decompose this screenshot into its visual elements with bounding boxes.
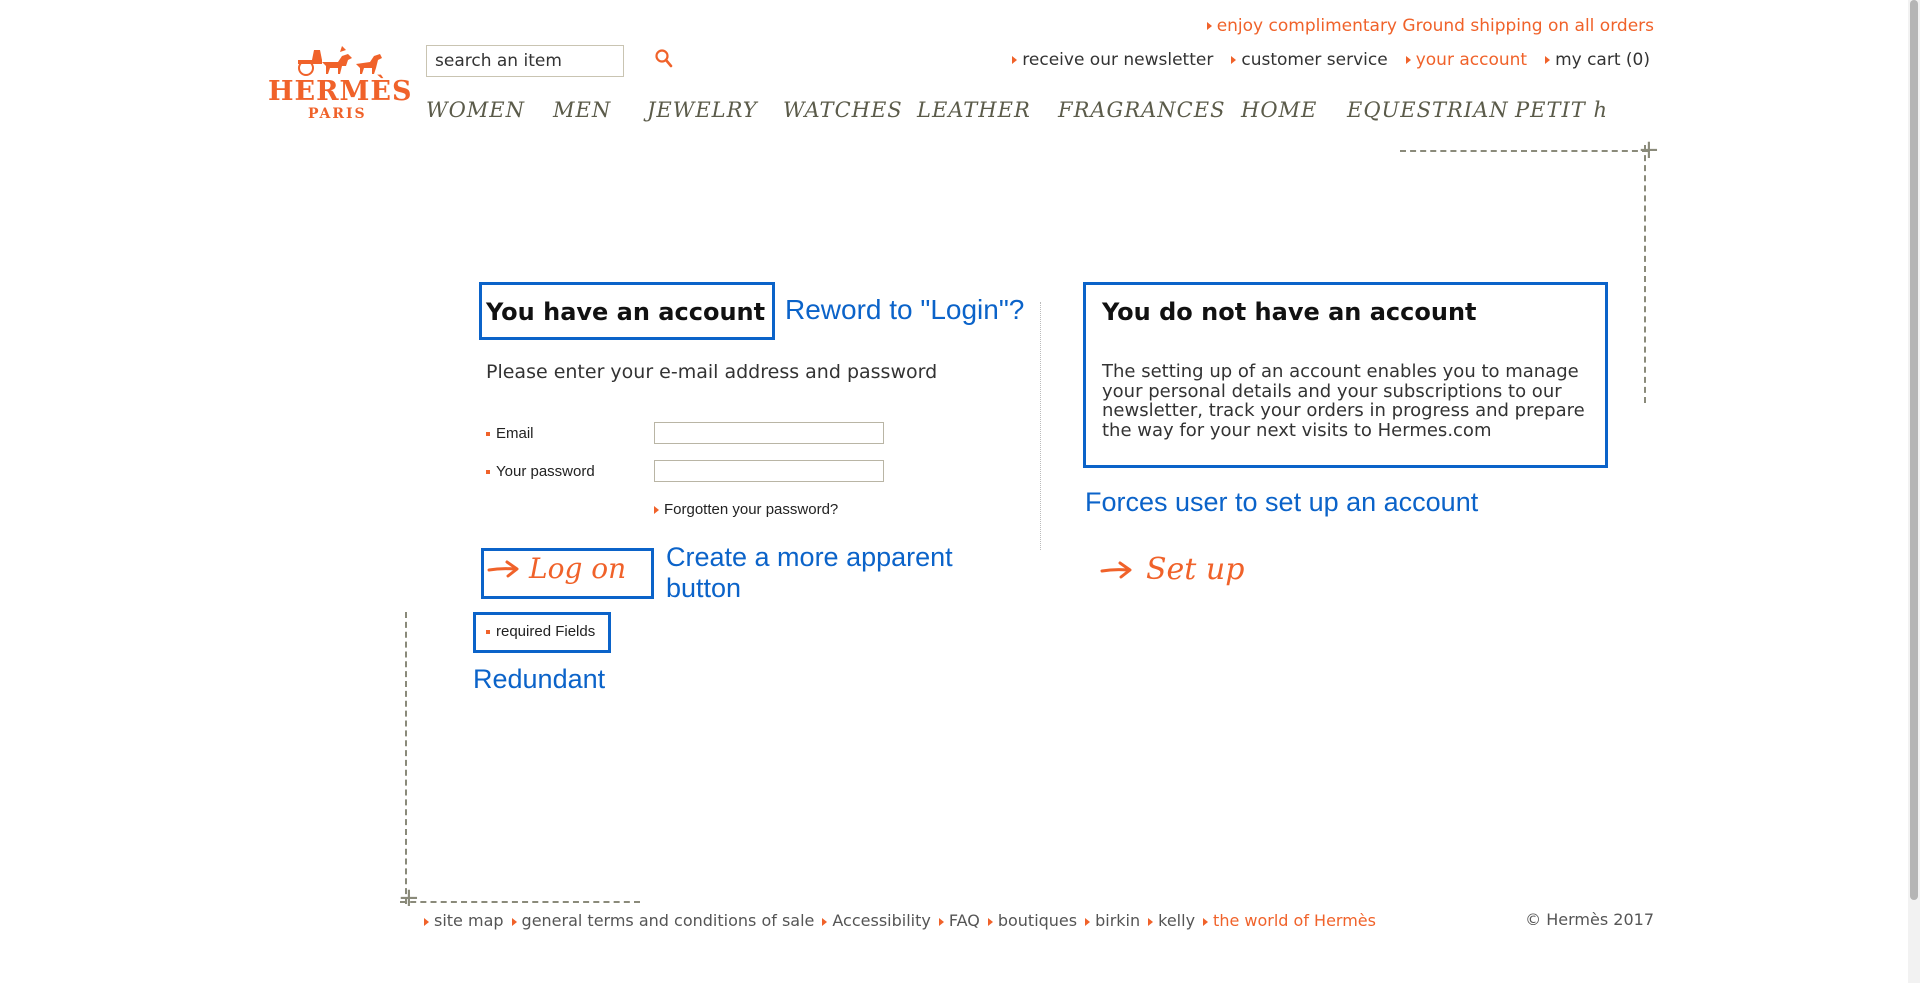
frame-left-edge	[405, 612, 407, 904]
promo-banner[interactable]	[1207, 16, 1654, 36]
caret-icon	[1085, 918, 1090, 926]
signup-title: You do not have an account	[1102, 298, 1477, 326]
annotation-apparent-button: Create a more apparent button	[666, 542, 953, 603]
caret-icon	[1545, 56, 1550, 64]
frame-top-edge	[1400, 150, 1648, 152]
nav-women[interactable]: WOMEN	[426, 98, 526, 122]
annotation-redundant: Redundant	[473, 664, 606, 694]
required-fields-note: required Fields	[486, 623, 595, 640]
caret-icon	[512, 918, 517, 926]
logo-brand-text: HERMÈS	[268, 76, 413, 107]
password-label: Your password	[486, 463, 595, 480]
required-marker-icon	[486, 470, 490, 474]
email-field[interactable]	[654, 422, 884, 444]
copyright-text: © Hermès 2017	[1525, 910, 1654, 929]
nav-men[interactable]: MEN	[553, 98, 612, 122]
footer-link-boutiques[interactable]: boutiques	[988, 911, 1077, 930]
required-marker-icon	[486, 432, 490, 436]
caret-icon	[988, 918, 993, 926]
footer-link-terms[interactable]: general terms and conditions of sale	[512, 911, 815, 930]
caret-icon	[654, 506, 659, 514]
caret-icon	[1207, 22, 1212, 30]
login-instructions: Please enter your e-mail address and password	[486, 361, 938, 383]
logo-city-text: PARIS	[308, 106, 367, 122]
caret-icon	[939, 918, 944, 926]
footer-link-world-of-hermes[interactable]: the world of Hermès	[1203, 911, 1376, 930]
logon-label: Log on	[529, 552, 627, 585]
nav-home[interactable]: HOME	[1241, 98, 1318, 122]
frame-bottom-edge	[400, 901, 640, 903]
top-link-your-account[interactable]: your account	[1406, 50, 1527, 70]
footer-link-accessibility[interactable]: Accessibility	[822, 911, 930, 930]
footer-link-birkin[interactable]: birkin	[1085, 911, 1140, 930]
hermes-logo[interactable]	[262, 40, 413, 130]
signup-description: The setting up of an account enables you to manage your personal details and your subscriptions to our newsletter, track your orders in progress and prepare the way for your next visits to Hermes.com	[1102, 361, 1585, 441]
caret-icon	[1406, 56, 1411, 64]
caret-icon	[1148, 918, 1153, 926]
column-divider	[1040, 302, 1041, 550]
promo-text: enjoy complimentary Ground shipping on all orders	[1216, 16, 1654, 36]
password-field[interactable]	[654, 460, 884, 482]
top-link-customer-service[interactable]: customer service	[1231, 50, 1387, 70]
horse-carriage-icon	[278, 42, 388, 78]
frame-corner-mark: +	[1638, 135, 1660, 165]
nav-leather[interactable]: LEATHER	[917, 98, 1031, 122]
nav-equestrian[interactable]: EQUESTRIAN	[1347, 98, 1509, 122]
nav-jewelry[interactable]: JEWELRY	[647, 98, 758, 122]
setup-button[interactable]	[1100, 552, 1244, 587]
forgot-password-link[interactable]: Forgotten your password?	[654, 501, 838, 518]
frame-right-edge	[1644, 145, 1646, 403]
caret-icon	[822, 918, 827, 926]
nav-petit-h[interactable]: PETIT h	[1515, 98, 1608, 122]
arrow-right-icon	[1100, 559, 1134, 581]
annotation-forces-account: Forces user to set up an account	[1085, 487, 1479, 517]
main-nav	[426, 98, 1608, 122]
top-link-my-cart[interactable]: my cart (0)	[1545, 50, 1650, 70]
search-icon[interactable]	[654, 48, 674, 70]
setup-label: Set up	[1146, 552, 1245, 587]
caret-icon	[1203, 918, 1208, 926]
arrow-right-icon	[487, 558, 521, 580]
caret-icon	[1231, 56, 1236, 64]
caret-icon	[424, 918, 429, 926]
nav-watches[interactable]: WATCHES	[783, 98, 903, 122]
scrollbar-thumb[interactable]	[1910, 0, 1918, 900]
footer-links	[424, 911, 1376, 930]
top-link-newsletter[interactable]: receive our newsletter	[1012, 50, 1213, 70]
footer-link-faq[interactable]: FAQ	[939, 911, 980, 930]
logon-button-content[interactable]	[487, 552, 626, 585]
search-input[interactable]	[426, 45, 624, 77]
email-label: Email	[486, 425, 534, 442]
top-links	[1012, 50, 1650, 70]
nav-fragrances[interactable]: FRAGRANCES	[1058, 98, 1226, 122]
footer-link-kelly[interactable]: kelly	[1148, 911, 1195, 930]
required-marker-icon	[486, 630, 490, 634]
footer-link-site-map[interactable]: site map	[424, 911, 504, 930]
login-title: You have an account	[486, 298, 766, 326]
frame-corner-mark: +	[398, 883, 420, 913]
caret-icon	[1012, 56, 1017, 64]
annotation-reword: Reword to "Login"?	[785, 294, 1025, 325]
